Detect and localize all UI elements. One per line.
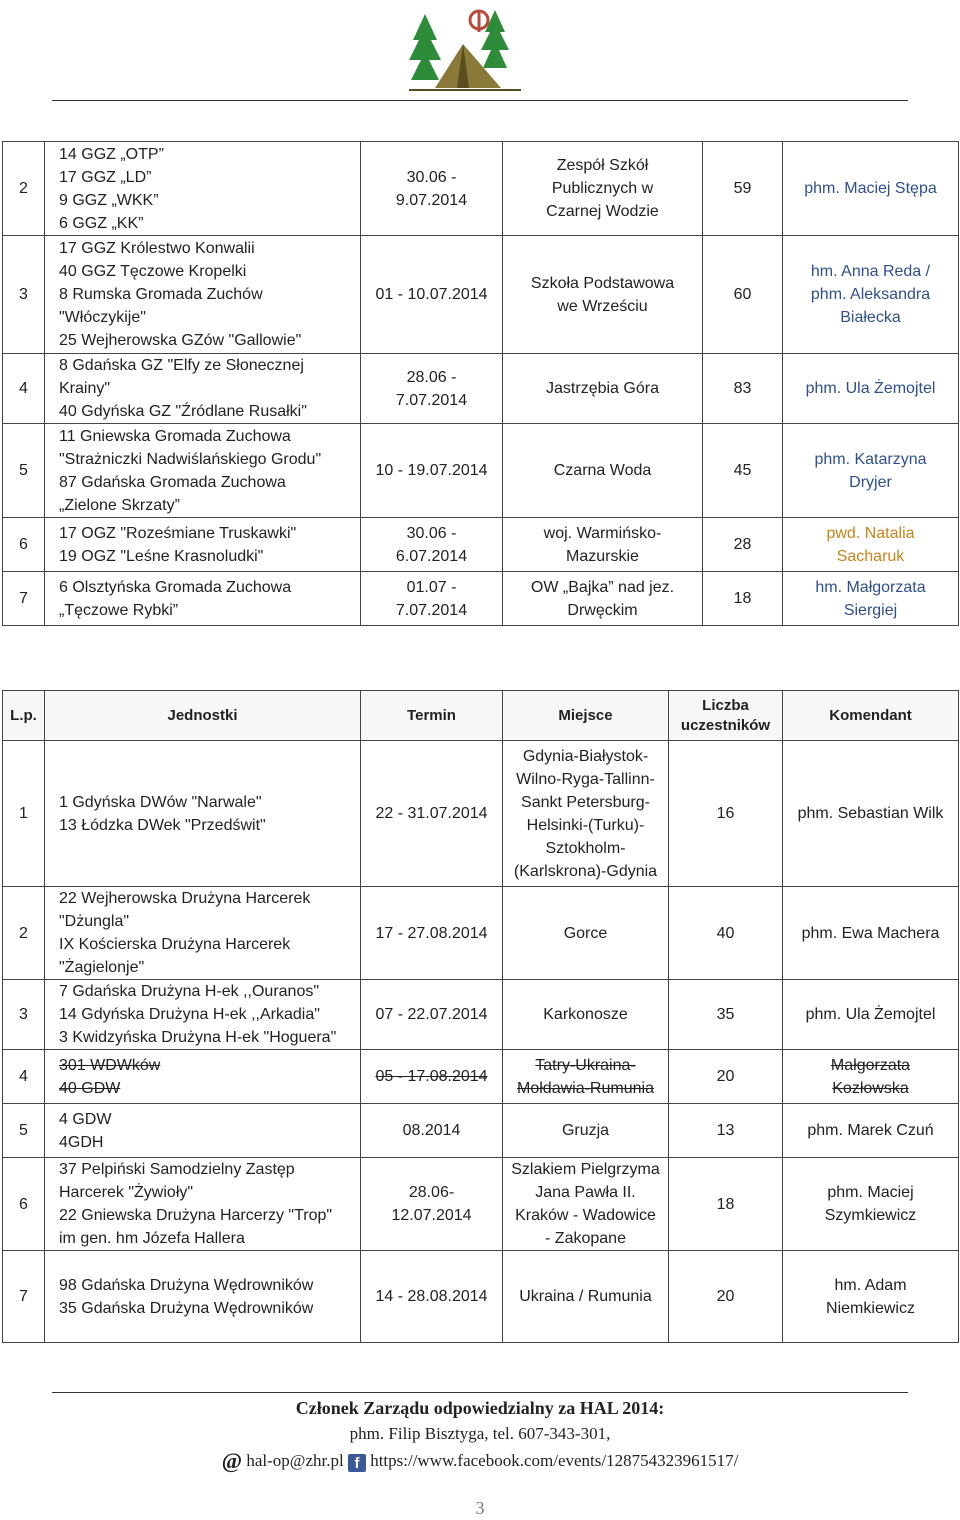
cell-line: 40 Gdyńska GZ "Źródlane Rusałki" xyxy=(59,403,307,420)
cell-place xyxy=(503,354,703,424)
cell-line: Krainy" xyxy=(59,380,111,397)
table-row xyxy=(3,1104,959,1158)
cell-units xyxy=(45,887,361,980)
cell-line: 6 GGZ „KK” xyxy=(59,214,144,232)
cell-line: 9.07.2014 xyxy=(395,191,468,209)
cell-line: 07 - 22.07.2014 xyxy=(375,1006,488,1023)
cell-line: phm. Aleksandra xyxy=(810,286,931,303)
cell-term xyxy=(361,1251,503,1343)
cell-lp: 7 xyxy=(3,1251,45,1343)
tent-and-trees-logo xyxy=(405,4,525,92)
cell-term xyxy=(361,887,503,980)
cell-line: hm. Małgorzata xyxy=(815,578,926,596)
cell-units xyxy=(45,142,361,236)
cell-line: 87 Gdańska Gromada Zuchowa xyxy=(59,473,286,491)
cell-units xyxy=(45,1050,361,1104)
cell-count: 45 xyxy=(703,424,783,518)
cell-line: 12.07.2014 xyxy=(391,1207,472,1224)
facebook-link[interactable]: https://www.facebook.com/events/128754323961517/ xyxy=(370,1451,739,1470)
cell-count: 20 xyxy=(669,1050,783,1104)
cell-line: 01.07 - xyxy=(406,578,457,596)
cell-line: "Dżungla" xyxy=(59,913,130,930)
table-row xyxy=(3,572,959,626)
cell-line: phm. Maciej xyxy=(827,1184,914,1201)
cell-leader xyxy=(783,572,959,626)
cell-term xyxy=(361,424,503,518)
cell-line: Kozłowska xyxy=(832,1079,909,1097)
cell-lp: 2 xyxy=(3,887,45,980)
cell-line: 3 Kwidzyńska Drużyna H-ek "Hoguera" xyxy=(59,1029,337,1046)
cell-lp: 5 xyxy=(3,424,45,518)
cell-line: Siergiej xyxy=(843,601,898,619)
table-row xyxy=(3,1251,959,1343)
cell-place xyxy=(503,1104,669,1158)
cell-line: Gorce xyxy=(563,924,608,942)
table-row xyxy=(3,236,959,354)
table-row xyxy=(3,142,959,236)
cell-line: Helsinki-(Turku)- xyxy=(526,816,645,834)
cell-count: 28 xyxy=(703,518,783,572)
cell-line: Gdynia-Białystok- xyxy=(522,747,649,765)
cell-line: 17 - 27.08.2014 xyxy=(375,924,488,942)
cell-units xyxy=(45,354,361,424)
cell-term xyxy=(361,142,503,236)
cell-line: 1 Gdyńska DWów "Narwale" xyxy=(59,793,262,811)
header-leader: Komendant xyxy=(783,691,959,741)
cell-line: Sacharuk xyxy=(836,547,905,565)
table-row xyxy=(3,424,959,518)
cell-place xyxy=(503,980,669,1050)
cell-place xyxy=(503,887,669,980)
cell-lp: 6 xyxy=(3,1158,45,1251)
cell-line: we Wrześciu xyxy=(557,297,648,315)
table-row xyxy=(3,980,959,1050)
header-count xyxy=(669,691,783,741)
cell-line: Drwęckim xyxy=(567,601,638,619)
header-units: Jednostki xyxy=(45,691,361,741)
cell-lp: 5 xyxy=(3,1104,45,1158)
page-number: 3 xyxy=(475,1498,485,1518)
cell-leader xyxy=(783,980,959,1050)
cell-leader xyxy=(783,741,959,887)
cell-line: Szlakiem Pielgrzyma xyxy=(511,1161,660,1178)
table-row xyxy=(3,1050,959,1104)
cell-line: im gen. hm Józefa Hallera xyxy=(59,1230,245,1247)
cell-lp: 4 xyxy=(3,354,45,424)
cell-line: 7.07.2014 xyxy=(395,391,468,409)
cell-line: IX Kościerska Drużyna Harcerek xyxy=(59,936,291,953)
header-lp: L.p. xyxy=(3,691,45,741)
cell-place xyxy=(503,1251,669,1343)
footer-links xyxy=(160,1448,800,1474)
cell-leader xyxy=(783,142,959,236)
cell-line: Niemkiewicz xyxy=(826,1299,915,1317)
cell-lp: 1 xyxy=(3,741,45,887)
cell-line: OW „Bajka” nad jez. xyxy=(530,578,675,596)
cell-line: Jana Pawła II. xyxy=(535,1184,636,1201)
cell-line: Mołdawia-Rumunia xyxy=(517,1079,654,1097)
cell-line: 14 Gdyńska Drużyna H-ek ,,Arkadia" xyxy=(59,1006,320,1023)
cell-term xyxy=(361,236,503,354)
cell-line: 98 Gdańska Drużyna Wędrowników xyxy=(59,1276,314,1294)
cell-lp: 4 xyxy=(3,1050,45,1104)
cell-line: 40 GDW xyxy=(59,1079,121,1097)
cell-line: Białecka xyxy=(840,309,901,326)
cell-line: Karkonosze xyxy=(543,1006,628,1023)
cell-line: 17 GGZ Królestwo Konwalii xyxy=(59,240,255,257)
cell-units xyxy=(45,572,361,626)
cell-units xyxy=(45,741,361,887)
table-row xyxy=(3,518,959,572)
cell-lp: 2 xyxy=(3,142,45,236)
cell-place xyxy=(503,518,703,572)
cell-line: hm. Adam xyxy=(834,1276,907,1294)
table-row xyxy=(3,887,959,980)
cell-line: Tatry-Ukraina- xyxy=(535,1056,636,1074)
cell-count: 20 xyxy=(669,1251,783,1343)
table-row xyxy=(3,741,959,887)
cell-line: "Żagielonje" xyxy=(59,959,145,976)
at-icon: @ xyxy=(221,1448,243,1473)
cell-line: Sztokholm- xyxy=(545,839,626,857)
cell-line: phm. Katarzyna xyxy=(814,450,927,468)
header-count-line2: uczestników xyxy=(680,716,771,734)
cell-term xyxy=(361,980,503,1050)
cell-place xyxy=(503,741,669,887)
cell-line: 28.06 - xyxy=(406,368,457,386)
cell-term xyxy=(361,1104,503,1158)
cell-line: Małgorzata xyxy=(830,1056,911,1074)
cell-term xyxy=(361,518,503,572)
table-row xyxy=(3,354,959,424)
cell-line: 08.2014 xyxy=(402,1122,461,1139)
cell-line: phm. Sebastian Wilk xyxy=(797,805,944,822)
cell-line: Publicznych w xyxy=(551,180,654,197)
cell-line: Szkoła Podstawowa xyxy=(530,274,675,292)
cell-units xyxy=(45,980,361,1050)
cell-term xyxy=(361,1050,503,1104)
cell-term xyxy=(361,1158,503,1251)
cell-line: 05 - 17.08.2014 xyxy=(375,1068,488,1085)
cell-units xyxy=(45,424,361,518)
cell-line: 301 WDWków xyxy=(59,1056,161,1074)
cell-line: Sankt Petersburg- xyxy=(521,793,650,811)
cell-line: Szymkiewicz xyxy=(824,1207,917,1224)
camp-table-1 xyxy=(2,141,959,626)
cell-line: 25 Wejherowska GZów "Gallowie" xyxy=(59,332,302,349)
cell-line: 7 Gdańska Drużyna H-ek ,,Ouranos" xyxy=(59,983,320,1000)
cell-line: 6 Olsztyńska Gromada Zuchowa xyxy=(59,578,292,596)
cell-line: 40 GGZ Tęczowe Kropelki xyxy=(59,263,247,280)
cell-line: „Zielone Skrzaty” xyxy=(59,496,180,514)
cell-leader xyxy=(783,354,959,424)
cell-line: Mazurskie xyxy=(566,547,639,565)
cell-line: 22 Wejherowska Drużyna Harcerek xyxy=(59,890,311,907)
cell-line: Czarnej Wodzie xyxy=(546,203,659,220)
email-link[interactable]: hal-op@zhr.pl xyxy=(246,1451,344,1470)
cell-line: 17 GGZ „LD” xyxy=(59,168,152,186)
cell-line: 6.07.2014 xyxy=(395,547,468,565)
cell-units xyxy=(45,236,361,354)
cell-units xyxy=(45,1158,361,1251)
table-row xyxy=(3,1158,959,1251)
cell-count: 13 xyxy=(669,1104,783,1158)
cell-line: 22 Gniewska Drużyna Harcerzy "Trop" xyxy=(59,1207,333,1224)
cell-line: Zespół Szkół xyxy=(556,157,649,174)
header-rule xyxy=(52,100,908,101)
cell-line: Jastrzębia Góra xyxy=(546,380,659,397)
header-term: Termin xyxy=(361,691,503,741)
cell-line: 13 Łódzka DWek "Przedświt" xyxy=(59,816,266,834)
cell-line: Ukraina / Rumunia xyxy=(519,1288,652,1305)
cell-line: phm. Ula Żemojtel xyxy=(805,380,936,397)
cell-count: 35 xyxy=(669,980,783,1050)
cell-line: 10 - 19.07.2014 xyxy=(375,462,488,479)
cell-line: phm. Ewa Machera xyxy=(801,924,940,942)
facebook-icon: f xyxy=(348,1454,366,1472)
cell-count: 60 xyxy=(703,236,783,354)
cell-line: 22 - 31.07.2014 xyxy=(375,805,488,822)
cell-count: 18 xyxy=(669,1158,783,1251)
cell-line: Gruzja xyxy=(561,1122,610,1139)
cell-line: 8 Gdańska GZ "Elfy ze Słonecznej xyxy=(59,357,304,374)
cell-line: hm. Anna Reda / xyxy=(810,263,931,280)
cell-count: 83 xyxy=(703,354,783,424)
cell-line: 14 - 28.08.2014 xyxy=(375,1288,488,1305)
cell-line: "Włóczykije" xyxy=(59,309,146,326)
header-place: Miejsce xyxy=(503,691,669,741)
camp-table-2 xyxy=(2,690,959,1343)
cell-line: phm. Maciej Stępa xyxy=(804,180,937,197)
cell-line: Wilno-Ryga-Tallinn- xyxy=(516,770,655,788)
cell-place xyxy=(503,572,703,626)
cell-term xyxy=(361,572,503,626)
footer-rule xyxy=(52,1392,908,1393)
cell-units xyxy=(45,1104,361,1158)
cell-line: 14 GGZ „OTP” xyxy=(59,145,164,163)
cell-line: 17 OGZ "Roześmiane Truskawki" xyxy=(59,524,297,542)
cell-line: 01 - 10.07.2014 xyxy=(375,286,488,303)
footer-title: Członek Zarządu odpowiedzialny za HAL 2014: xyxy=(295,1398,665,1418)
cell-line: 11 Gniewska Gromada Zuchowa xyxy=(59,427,291,445)
cell-place xyxy=(503,236,703,354)
cell-units xyxy=(45,518,361,572)
cell-line: 4 GDW xyxy=(59,1110,112,1128)
cell-place xyxy=(503,1050,669,1104)
cell-line: - Zakopane xyxy=(545,1230,626,1247)
cell-line: 4GDH xyxy=(59,1133,104,1151)
cell-line: 19 OGZ "Leśne Krasnoludki" xyxy=(59,547,264,565)
cell-leader xyxy=(783,1104,959,1158)
footer-contact: phm. Filip Bisztyga, tel. 607-343-301, xyxy=(349,1424,611,1443)
cell-line: 30.06 - xyxy=(406,524,457,542)
cell-line: "Strażniczki Nadwiślańskiego Grodu" xyxy=(59,450,322,468)
cell-line: pwd. Natalia xyxy=(826,524,915,542)
cell-leader xyxy=(783,236,959,354)
cell-line: Dryjer xyxy=(849,473,892,491)
cell-term xyxy=(361,741,503,887)
cell-leader xyxy=(783,887,959,980)
cell-line: (Karlskrona)-Gdynia xyxy=(513,862,658,880)
cell-leader xyxy=(783,1251,959,1343)
cell-line: Harcerek "Żywioły" xyxy=(59,1184,194,1201)
cell-lp: 3 xyxy=(3,980,45,1050)
cell-line: 35 Gdańska Drużyna Wędrowników xyxy=(59,1299,314,1317)
cell-line: 8 Rumska Gromada Zuchów xyxy=(59,286,263,303)
cell-lp: 3 xyxy=(3,236,45,354)
cell-line: 7.07.2014 xyxy=(395,601,468,619)
cell-line: Kraków - Wadowice xyxy=(515,1207,656,1224)
header-count-line1: Liczba xyxy=(702,696,749,714)
cell-lp: 6 xyxy=(3,518,45,572)
cell-line: 28.06- xyxy=(408,1184,455,1201)
cell-count: 18 xyxy=(703,572,783,626)
cell-line: woj. Warmińsko- xyxy=(543,524,662,542)
cell-place xyxy=(503,142,703,236)
cell-count: 40 xyxy=(669,887,783,980)
cell-line: 30.06 - xyxy=(406,168,457,186)
cell-lp: 7 xyxy=(3,572,45,626)
cell-place xyxy=(503,424,703,518)
cell-term xyxy=(361,354,503,424)
cell-place xyxy=(503,1158,669,1251)
cell-line: phm. Ula Żemojtel xyxy=(805,1006,936,1023)
cell-line: „Tęczowe Rybki” xyxy=(59,601,179,619)
cell-line: phm. Marek Czuń xyxy=(807,1122,934,1139)
cell-leader xyxy=(783,424,959,518)
cell-line: Czarna Woda xyxy=(553,462,652,479)
cell-count: 16 xyxy=(669,741,783,887)
cell-count: 59 xyxy=(703,142,783,236)
cell-line: 37 Pelpiński Samodzielny Zastęp xyxy=(59,1161,295,1178)
cell-leader xyxy=(783,518,959,572)
cell-units xyxy=(45,1251,361,1343)
cell-line: 9 GGZ „WKK” xyxy=(59,191,159,209)
cell-leader xyxy=(783,1158,959,1251)
cell-leader xyxy=(783,1050,959,1104)
